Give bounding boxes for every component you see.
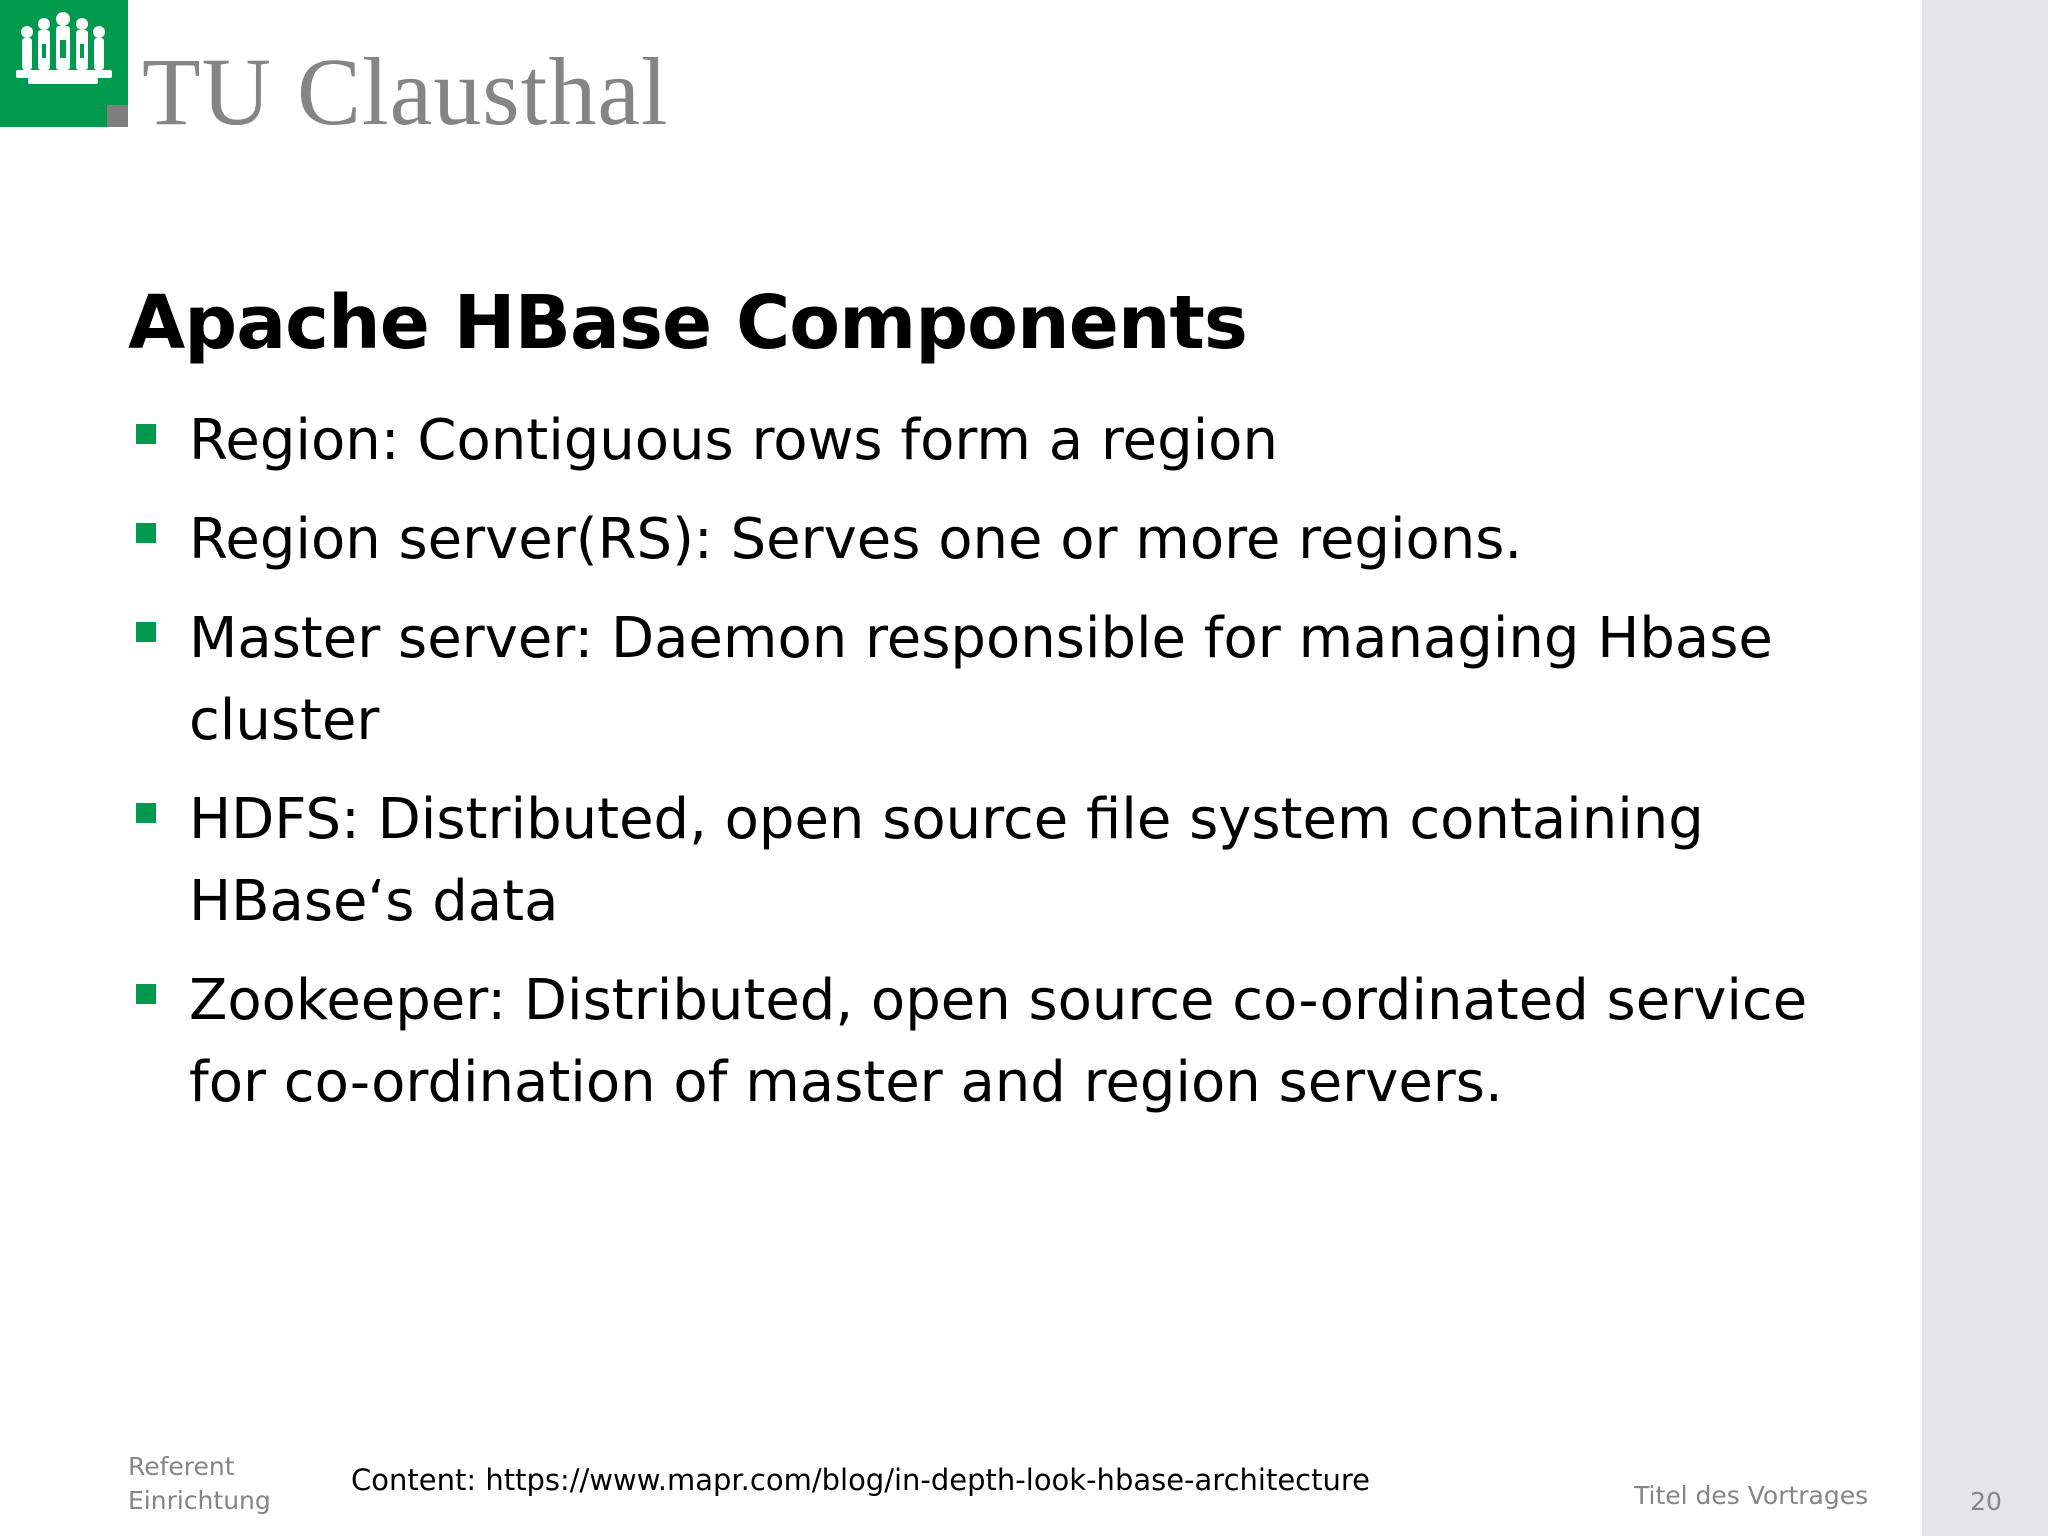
bullet-item-hdfs bbox=[128, 779, 1908, 943]
bullet-list bbox=[128, 400, 1908, 1141]
bullet-item-master-server bbox=[128, 598, 1908, 762]
bullet-text-continued: for co-ordination of master and region servers. bbox=[189, 1050, 1503, 1115]
green-square-bullet-icon bbox=[136, 984, 156, 1004]
bullet-text: Region server(RS): Serves one or more regions. bbox=[189, 507, 1523, 572]
side-band bbox=[1922, 0, 2048, 1536]
bullet-text-continued: cluster bbox=[189, 688, 380, 753]
logo-text: TU Clausthal bbox=[142, 38, 669, 145]
bullet-text-continued: HBase‘s data bbox=[189, 869, 559, 934]
bullet-item-zookeeper bbox=[128, 960, 1908, 1124]
bullet-text: Master server: Daemon responsible for managing Hbase bbox=[189, 606, 1773, 671]
bullet-text: Zookeeper: Distributed, open source co-ordinated service bbox=[189, 968, 1808, 1033]
green-square-bullet-icon bbox=[136, 523, 156, 543]
green-square-bullet-icon bbox=[136, 803, 156, 823]
bullet-text: HDFS: Distributed, open source file system containing bbox=[189, 787, 1704, 852]
footer-einrichtung: Einrichtung bbox=[128, 1486, 271, 1515]
footer-talk-title: Titel des Vortrages bbox=[1634, 1481, 1869, 1510]
footer-content-source: Content: https://www.mapr.com/blog/in-depth-look-hbase-architecture bbox=[351, 1463, 1371, 1497]
university-logo bbox=[0, 0, 700, 145]
green-square-bullet-icon bbox=[136, 622, 156, 642]
bullet-text: Region: Contiguous rows form a region bbox=[189, 408, 1278, 473]
footer-referent-block bbox=[128, 1450, 271, 1518]
bullet-item-region bbox=[128, 400, 1908, 482]
page-number: 20 bbox=[1970, 1487, 2002, 1516]
logo-gray-square bbox=[107, 105, 128, 127]
bullet-item-region-server bbox=[128, 499, 1908, 581]
footer-referent: Referent bbox=[128, 1452, 235, 1481]
green-square-bullet-icon bbox=[136, 424, 156, 444]
slide-title: Apache HBase Components bbox=[128, 280, 1247, 366]
